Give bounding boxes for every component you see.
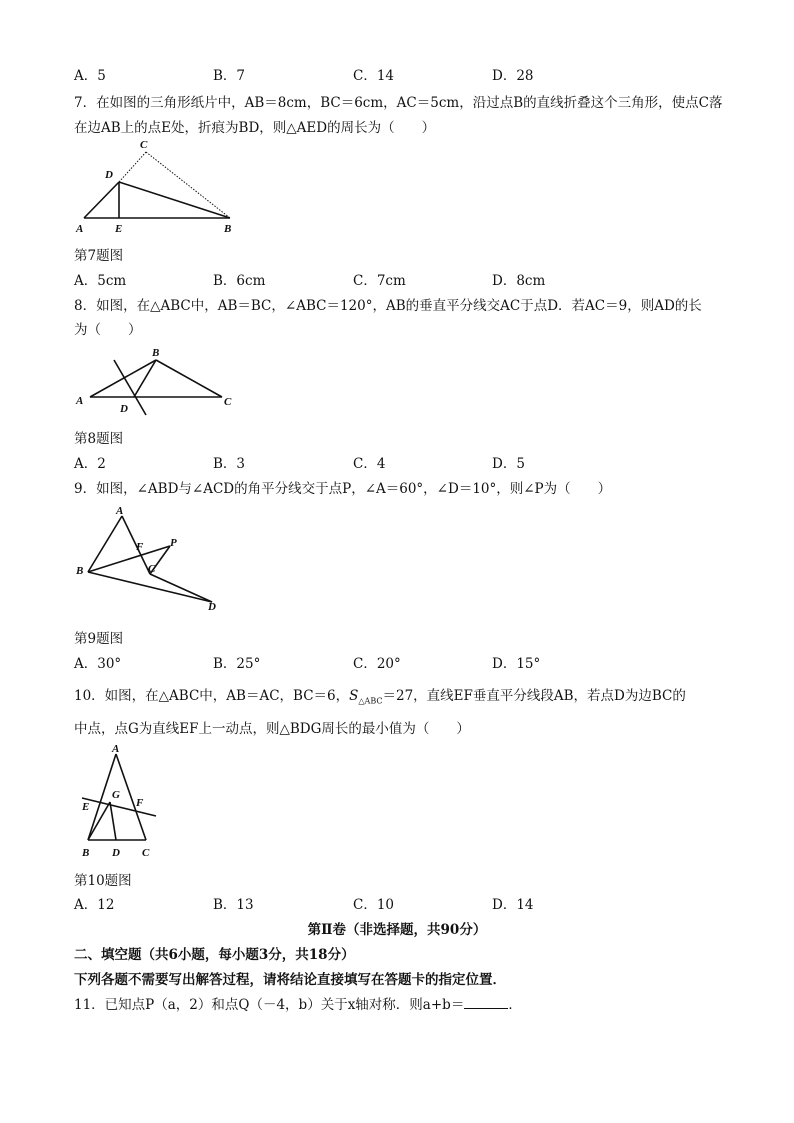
q7-label-d: D	[105, 169, 113, 181]
q10-label-c: C	[142, 847, 150, 859]
q10-label-a: A	[112, 743, 120, 755]
q9-option-a: A．30°	[74, 656, 122, 672]
q10-text-line2: 中点，点G为直线EF上一动点，则△BDG周长的最小值为（ ）	[74, 721, 470, 737]
q9-text-line1: 9．如图，∠ABD与∠ACD的角平分线交于点P，∠A＝60°，∠D＝10°，则∠P为（ ）	[74, 481, 612, 497]
q10-option-d: D．14	[492, 897, 534, 913]
q7-label-a: A	[76, 223, 84, 235]
q11-text: 11．已知点P（a，2）和点Q（－4，b）关于x轴对称．则a+b＝	[74, 997, 465, 1013]
q7-option-d: D．8cm	[492, 273, 546, 289]
q6-option-a: A．5	[74, 68, 106, 84]
q9-option-d: D．15°	[492, 656, 541, 672]
q10-label-b: B	[82, 847, 90, 859]
q8-label-b: B	[152, 347, 160, 359]
q9-label-a: A	[116, 505, 124, 517]
q8-option-c: C．4	[353, 456, 386, 472]
q8-side-ab	[90, 360, 156, 397]
q7-fold-bd	[119, 182, 230, 218]
q9-label-d: D	[208, 601, 216, 613]
q7-text-line1: 7．在如图的三角形纸片中，AB＝8cm，BC＝6cm，AC＝5cm，沿过点B的直线折叠这个三角形，使点C落	[74, 95, 723, 111]
q8-option-a: A．2	[74, 456, 106, 472]
q7-option-c: C．7cm	[353, 273, 406, 289]
q6-option-d: D．28	[492, 68, 534, 84]
section2-instruction: 下列各题不需要写出解答过程，请将结论直接填写在答题卡的指定位置．	[74, 972, 506, 988]
q10-text-part2: ＝27，直线EF垂直平分线段AB，若点D为边BC的	[382, 688, 686, 704]
q11-line	[74, 993, 522, 1013]
q7-label-c: C	[140, 139, 148, 151]
q7-side-ad	[84, 182, 119, 218]
q9-caption: 第9题图	[74, 631, 124, 647]
q10-area-symbol: S	[349, 688, 359, 704]
q6-option-c: C．14	[353, 68, 395, 84]
q9-figure	[72, 500, 232, 618]
q8-label-c: C	[224, 396, 232, 408]
q8-caption: 第8题图	[74, 431, 124, 447]
q8-side-bc	[156, 360, 222, 397]
q8-option-d: D．5	[492, 456, 525, 472]
q10-label-g: G	[112, 789, 120, 801]
q10-text-part1: 10．如图，在△ABC中，AB＝AC，BC＝6，	[74, 688, 350, 704]
q10-option-b: B．13	[213, 897, 254, 913]
q10-label-e: E	[82, 801, 90, 813]
q10-area-subscript: △ABC	[358, 696, 383, 706]
q11-answer-blank[interactable]	[464, 996, 508, 1009]
q9-label-p: P	[170, 537, 177, 549]
q10-segment-gd	[110, 802, 116, 840]
q8-figure	[72, 342, 242, 418]
q6-option-b: B．7	[213, 68, 246, 84]
q7-caption: 第7题图	[74, 248, 124, 264]
q10-text-line1	[74, 684, 686, 706]
q7-label-e: E	[115, 223, 123, 235]
q10-option-c: C．10	[353, 897, 395, 913]
q10-caption: 第10题图	[74, 873, 132, 889]
q7-option-b: B．6cm	[213, 273, 266, 289]
q8-text-line1: 8．如图，在△ABC中，AB＝BC，∠ABC＝120°，AB的垂直平分线交AC于点D．若AC＝9，则AD的长	[74, 298, 702, 314]
q8-label-d: D	[120, 403, 128, 415]
q9-side-bd	[88, 572, 212, 602]
q9-option-c: C．20°	[353, 656, 401, 672]
q10-label-d: D	[112, 847, 120, 859]
q8-text-line2: 为（ ）	[74, 322, 142, 338]
q7-figure	[72, 136, 242, 236]
q7-label-b: B	[224, 223, 232, 235]
q7-dotted-dc	[119, 152, 146, 182]
q7-option-a: A．5cm	[74, 273, 127, 289]
q9-bisector-bp	[88, 546, 170, 572]
q9-option-b: B．25°	[213, 656, 261, 672]
q7-text-line2: 在边AB上的点E处，折痕为BD，则△AED的周长为（ ）	[74, 120, 436, 136]
q9-side-cd	[150, 574, 212, 602]
q10-label-f: F	[136, 797, 144, 809]
q9-label-b: B	[76, 565, 84, 577]
q11-end: ．	[508, 997, 522, 1013]
q8-option-b: B．3	[213, 456, 246, 472]
q10-figure	[72, 742, 172, 862]
q9-label-f: F	[136, 541, 144, 553]
q8-label-a: A	[76, 395, 84, 407]
q9-label-c: C	[148, 563, 156, 575]
section2-title: 二、填空题（共6小题，每小题3分，共18分）	[74, 947, 355, 963]
q7-dotted-cb	[146, 152, 230, 218]
part2-title: 第Ⅱ卷（非选择题，共90分）	[307, 922, 487, 938]
q10-option-a: A．12	[74, 897, 115, 913]
